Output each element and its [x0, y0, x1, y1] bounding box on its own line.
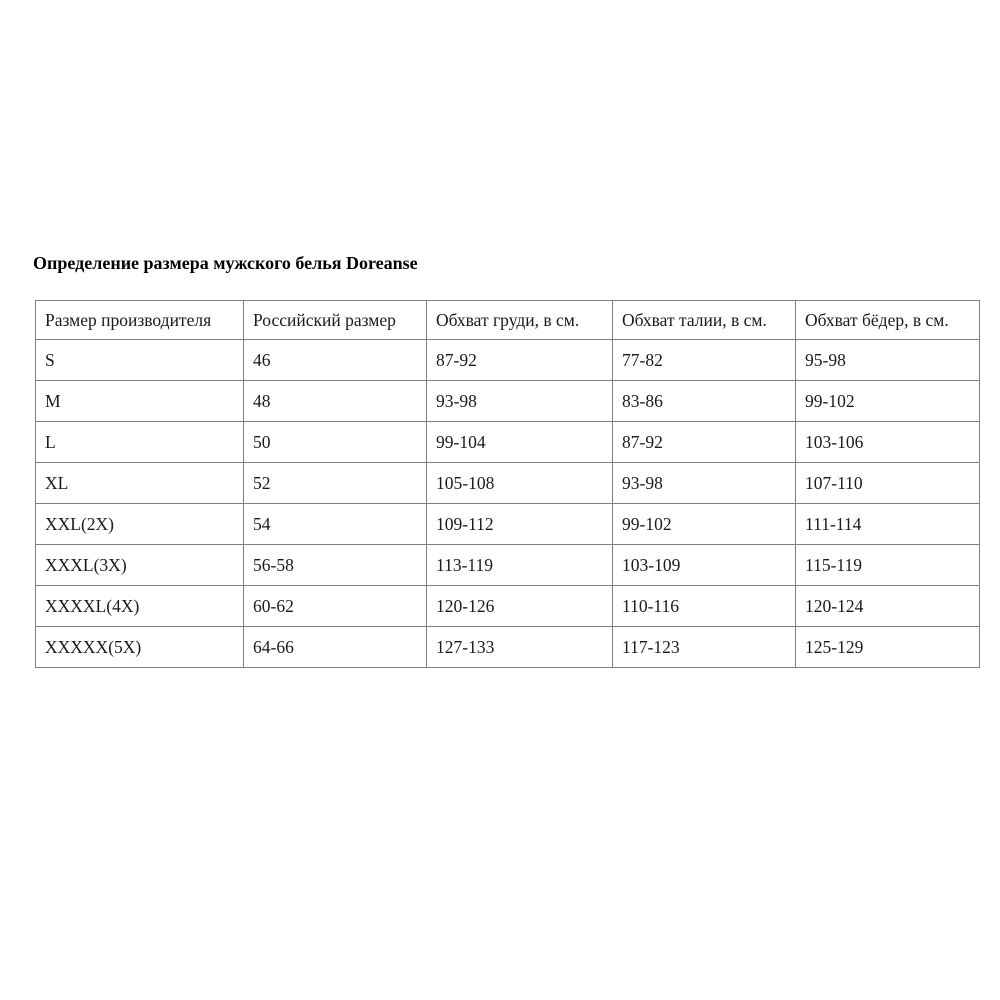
column-header-hips: Обхват бёдер, в см. — [796, 301, 980, 340]
table-cell: S — [36, 340, 244, 381]
table-cell: 127-133 — [427, 627, 613, 668]
page-title: Определение размера мужского белья Doreanse — [33, 253, 418, 273]
table-cell: 83-86 — [613, 381, 796, 422]
table-cell: 120-126 — [427, 586, 613, 627]
table-cell: 77-82 — [613, 340, 796, 381]
table-cell: 111-114 — [796, 504, 980, 545]
table-row-s — [36, 340, 980, 381]
column-header-russian-size: Российский размер — [244, 301, 427, 340]
table-cell: 64-66 — [244, 627, 427, 668]
table-cell: 52 — [244, 463, 427, 504]
table-cell: 113-119 — [427, 545, 613, 586]
table-cell: 99-104 — [427, 422, 613, 463]
table-cell: 60-62 — [244, 586, 427, 627]
column-header-manufacturer-size: Размер производителя — [36, 301, 244, 340]
table-header-row — [36, 301, 980, 340]
table-cell: 56-58 — [244, 545, 427, 586]
table-cell: 93-98 — [427, 381, 613, 422]
table-row-xl — [36, 463, 980, 504]
table-row-l — [36, 422, 980, 463]
table-cell: 87-92 — [427, 340, 613, 381]
table-row-xxxxl — [36, 586, 980, 627]
table-cell: 50 — [244, 422, 427, 463]
table-cell: 120-124 — [796, 586, 980, 627]
table-cell: XXXL(3X) — [36, 545, 244, 586]
table-cell: 54 — [244, 504, 427, 545]
table-row-m — [36, 381, 980, 422]
table-cell: XXXXX(5X) — [36, 627, 244, 668]
table-cell: 46 — [244, 340, 427, 381]
column-header-waist: Обхват талии, в см. — [613, 301, 796, 340]
table-cell: 103-106 — [796, 422, 980, 463]
table-cell: 93-98 — [613, 463, 796, 504]
table-cell: M — [36, 381, 244, 422]
table-cell: L — [36, 422, 244, 463]
table-cell: 109-112 — [427, 504, 613, 545]
table-cell: 87-92 — [613, 422, 796, 463]
table-cell: XXXXL(4X) — [36, 586, 244, 627]
table-row-xxxxx — [36, 627, 980, 668]
column-header-chest: Обхват груди, в см. — [427, 301, 613, 340]
table-cell: 117-123 — [613, 627, 796, 668]
table-row-xxl — [36, 504, 980, 545]
table-row-xxxl — [36, 545, 980, 586]
table-cell: 95-98 — [796, 340, 980, 381]
table-cell: XL — [36, 463, 244, 504]
table-cell: 99-102 — [796, 381, 980, 422]
table-cell: 103-109 — [613, 545, 796, 586]
table-cell: 125-129 — [796, 627, 980, 668]
table-cell: 105-108 — [427, 463, 613, 504]
table-cell: 110-116 — [613, 586, 796, 627]
table-cell: 48 — [244, 381, 427, 422]
table-cell: 99-102 — [613, 504, 796, 545]
size-chart-table — [35, 300, 980, 668]
table-cell: 107-110 — [796, 463, 980, 504]
table-cell: 115-119 — [796, 545, 980, 586]
table-cell: XXL(2X) — [36, 504, 244, 545]
